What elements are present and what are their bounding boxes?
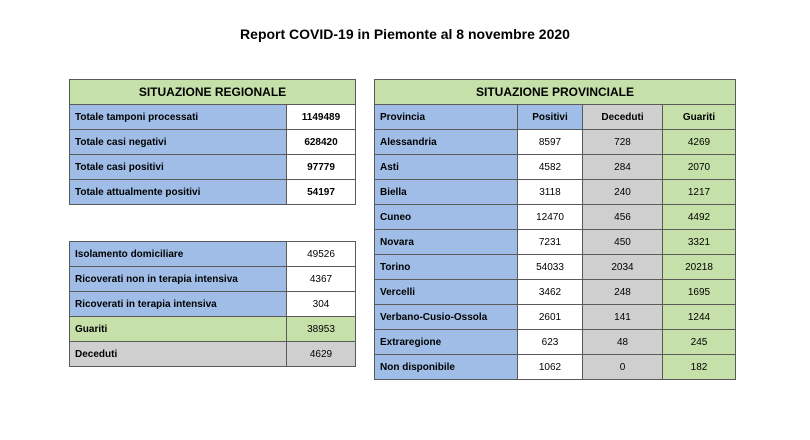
province-deceduti: 728 <box>583 130 663 155</box>
details-label: Ricoverati non in terapia intensiva <box>70 267 287 292</box>
column-header-positivi: Positivi <box>518 105 583 130</box>
table-row <box>375 130 736 155</box>
details-table <box>69 241 356 367</box>
provincial-header: SITUAZIONE PROVINCIALE <box>375 80 736 105</box>
province-name: Alessandria <box>375 130 518 155</box>
province-deceduti: 456 <box>583 205 663 230</box>
province-positivi: 623 <box>518 330 583 355</box>
province-deceduti: 48 <box>583 330 663 355</box>
table-row <box>70 180 356 205</box>
regional-value: 97779 <box>287 155 356 180</box>
province-name: Verbano-Cusio-Ossola <box>375 305 518 330</box>
province-deceduti: 2034 <box>583 255 663 280</box>
table-row <box>375 280 736 305</box>
table-row <box>70 130 356 155</box>
page-title: Report COVID-19 in Piemonte al 8 novembre 2020 <box>240 26 570 42</box>
province-guariti: 3321 <box>663 230 736 255</box>
regional-value: 628420 <box>287 130 356 155</box>
province-guariti: 1244 <box>663 305 736 330</box>
details-label: Guariti <box>70 317 287 342</box>
table-row <box>70 242 356 267</box>
province-guariti: 245 <box>663 330 736 355</box>
province-name: Asti <box>375 155 518 180</box>
province-guariti: 20218 <box>663 255 736 280</box>
table-row <box>375 155 736 180</box>
details-value: 49526 <box>287 242 356 267</box>
regional-label: Totale casi positivi <box>70 155 287 180</box>
table-row <box>375 205 736 230</box>
province-deceduti: 450 <box>583 230 663 255</box>
regional-label: Totale casi negativi <box>70 130 287 155</box>
details-value: 304 <box>287 292 356 317</box>
province-guariti: 1217 <box>663 180 736 205</box>
province-positivi: 7231 <box>518 230 583 255</box>
province-positivi: 4582 <box>518 155 583 180</box>
table-row <box>70 267 356 292</box>
regional-value: 1149489 <box>287 105 356 130</box>
province-positivi: 3462 <box>518 280 583 305</box>
province-name: Torino <box>375 255 518 280</box>
province-positivi: 8597 <box>518 130 583 155</box>
provincial-column-headers <box>375 105 736 130</box>
table-row <box>375 180 736 205</box>
table-row <box>375 230 736 255</box>
province-guariti: 4269 <box>663 130 736 155</box>
regional-value: 54197 <box>287 180 356 205</box>
province-deceduti: 141 <box>583 305 663 330</box>
regional-label: Totale tamponi processati <box>70 105 287 130</box>
regional-table <box>69 79 356 205</box>
column-header-provincia: Provincia <box>375 105 518 130</box>
details-label: Ricoverati in terapia intensiva <box>70 292 287 317</box>
details-label: Isolamento domiciliare <box>70 242 287 267</box>
province-name: Cuneo <box>375 205 518 230</box>
province-guariti: 1695 <box>663 280 736 305</box>
province-name: Biella <box>375 180 518 205</box>
details-value: 38953 <box>287 317 356 342</box>
province-name: Non disponibile <box>375 355 518 380</box>
table-row <box>70 317 356 342</box>
province-positivi: 54033 <box>518 255 583 280</box>
details-label: Deceduti <box>70 342 287 367</box>
province-name: Novara <box>375 230 518 255</box>
table-row <box>375 355 736 380</box>
table-row <box>70 292 356 317</box>
table-row <box>375 330 736 355</box>
province-guariti: 4492 <box>663 205 736 230</box>
regional-label: Totale attualmente positivi <box>70 180 287 205</box>
province-name: Extraregione <box>375 330 518 355</box>
table-row <box>375 305 736 330</box>
column-header-deceduti: Deceduti <box>583 105 663 130</box>
province-positivi: 12470 <box>518 205 583 230</box>
provincial-table <box>374 79 736 380</box>
details-value: 4629 <box>287 342 356 367</box>
province-deceduti: 248 <box>583 280 663 305</box>
province-positivi: 1062 <box>518 355 583 380</box>
province-guariti: 182 <box>663 355 736 380</box>
regional-header: SITUAZIONE REGIONALE <box>70 80 356 105</box>
province-name: Vercelli <box>375 280 518 305</box>
province-deceduti: 240 <box>583 180 663 205</box>
details-value: 4367 <box>287 267 356 292</box>
province-guariti: 2070 <box>663 155 736 180</box>
table-row <box>70 105 356 130</box>
column-header-guariti: Guariti <box>663 105 736 130</box>
province-positivi: 2601 <box>518 305 583 330</box>
table-row <box>375 255 736 280</box>
table-row <box>70 155 356 180</box>
province-deceduti: 0 <box>583 355 663 380</box>
table-row <box>70 342 356 367</box>
province-deceduti: 284 <box>583 155 663 180</box>
province-positivi: 3118 <box>518 180 583 205</box>
